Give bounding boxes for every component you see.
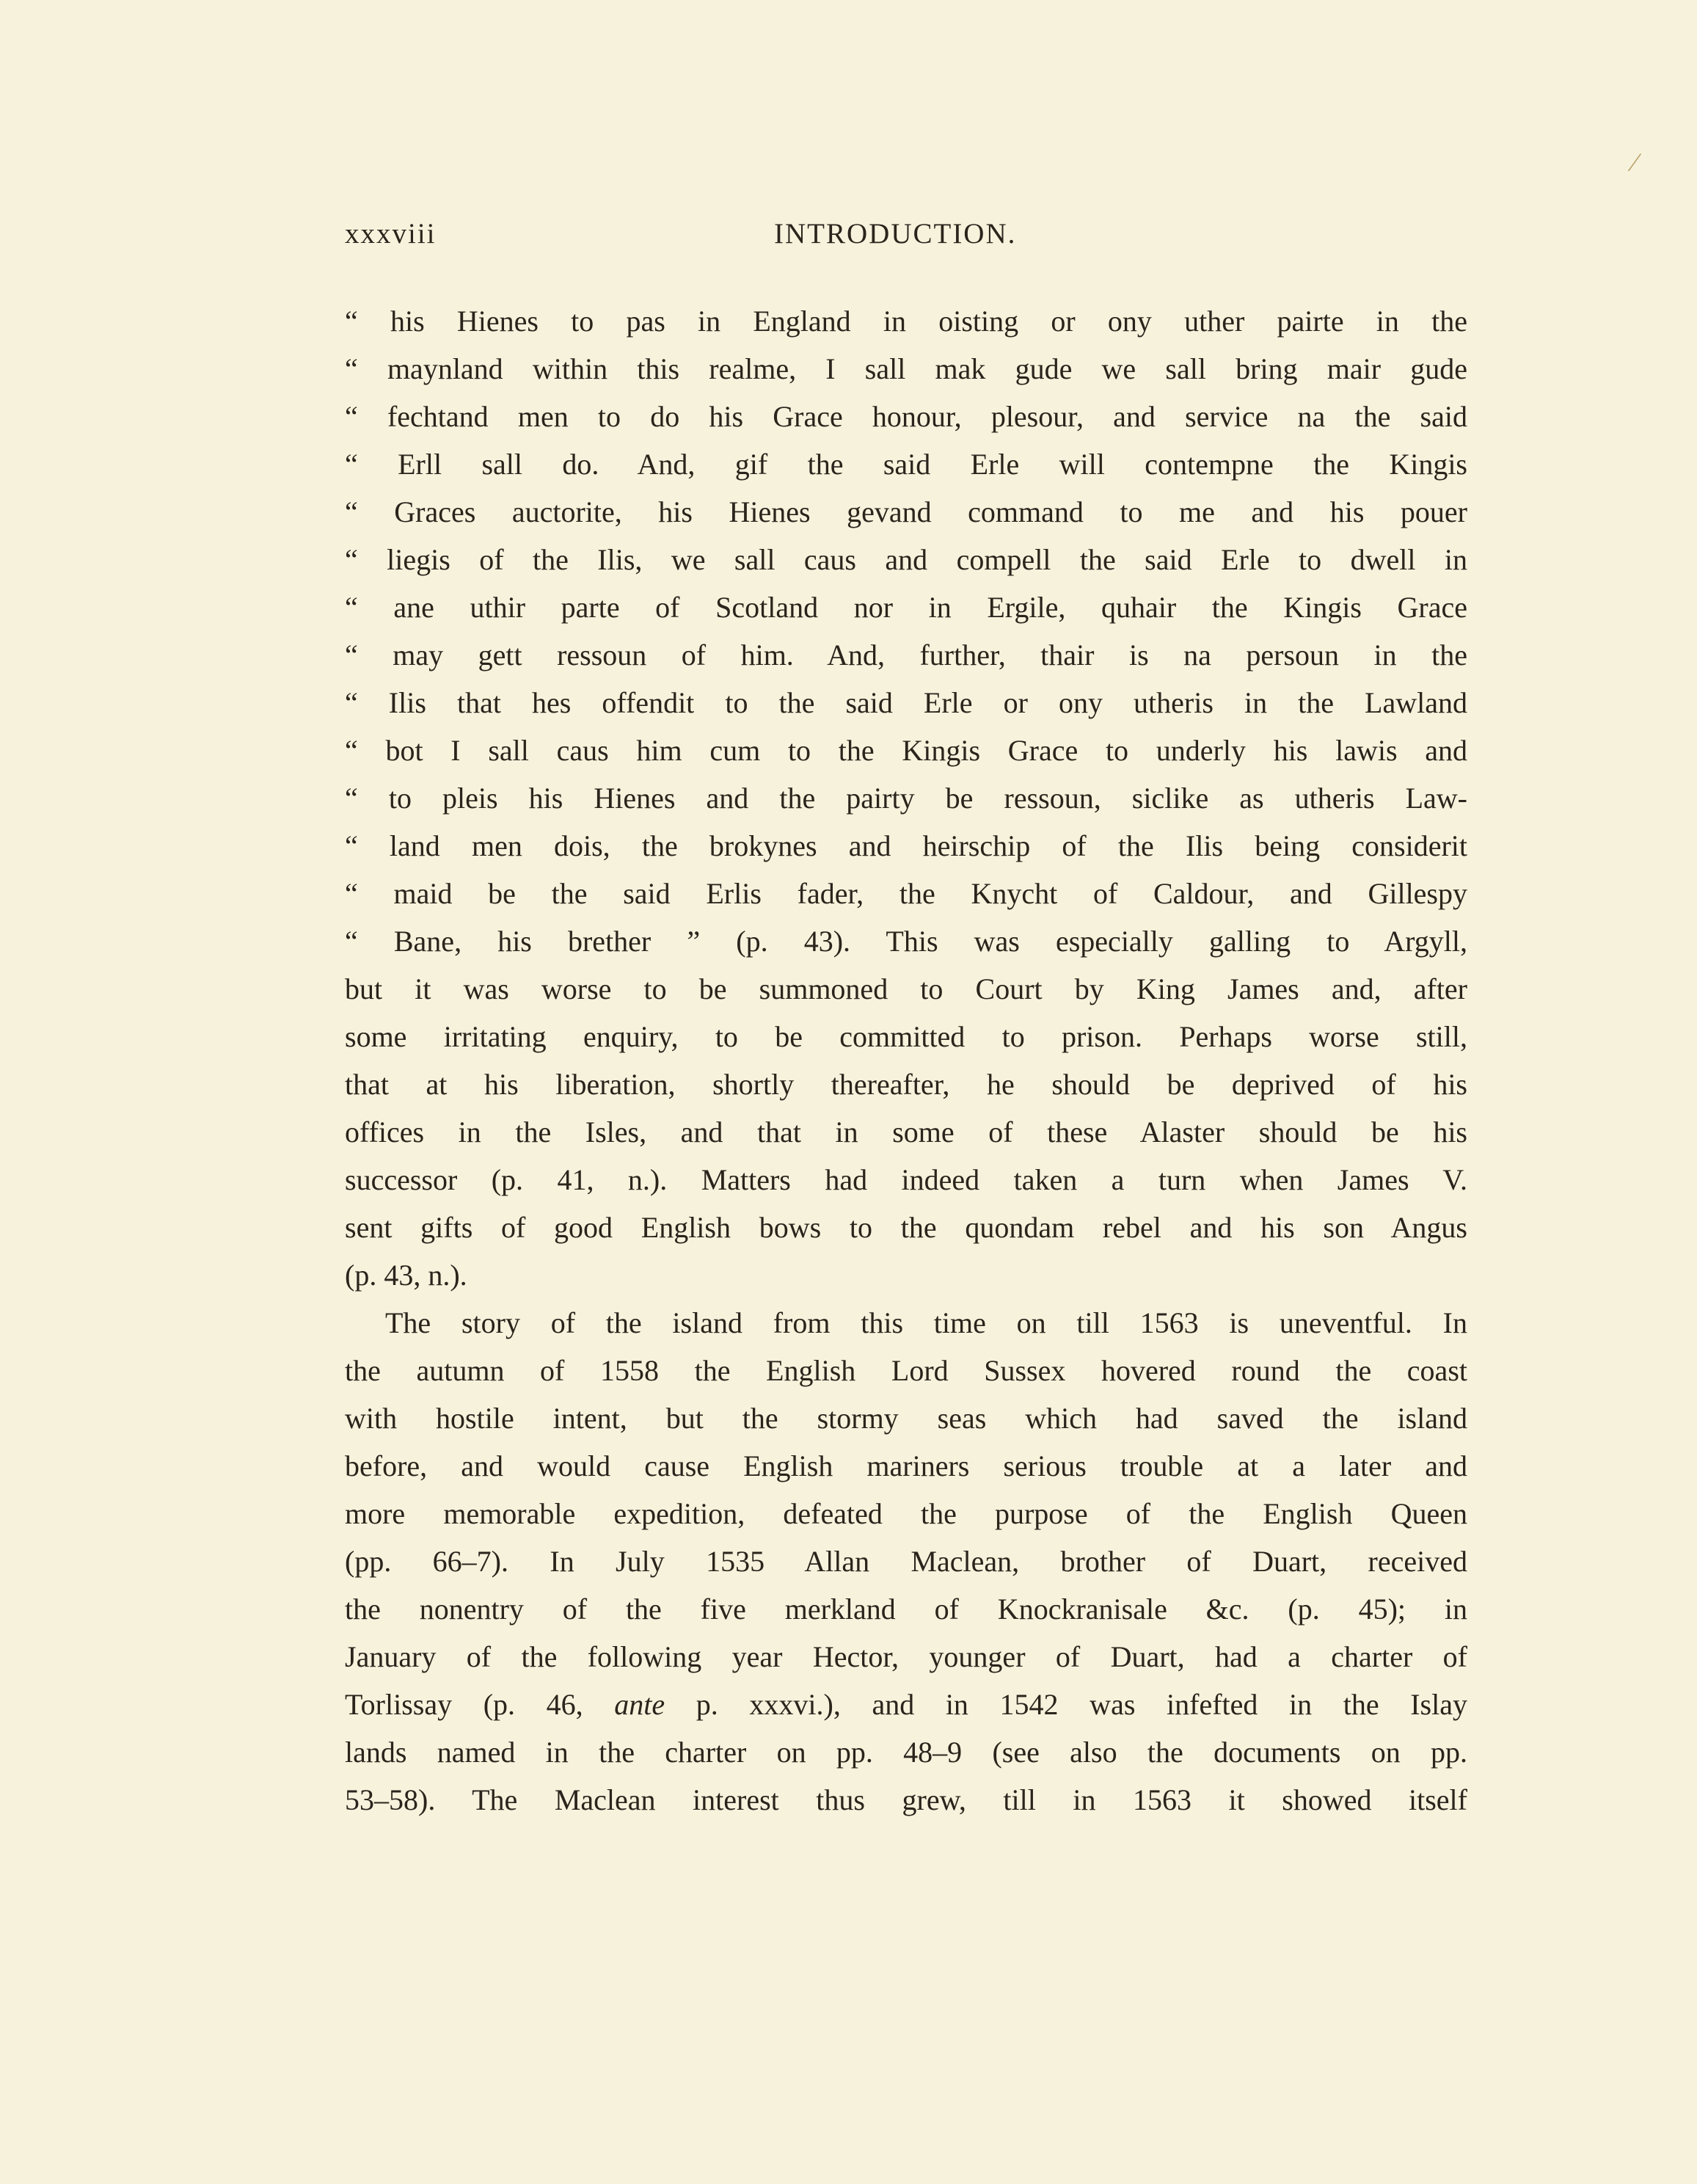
text-line: “ maid be the said Erlis fader, the Knycht of Caldour, and Gillespy (345, 877, 1467, 910)
text-line: “ may gett ressoun of him. And, further, thair is na persoun in the (345, 638, 1467, 671)
text-line: successor (p. 41, n.). Matters had indeed taken a turn when James V. (345, 1163, 1467, 1196)
text-line: more memorable expedition, defeated the purpose of the English Queen (345, 1497, 1467, 1530)
text-line: offices in the Isles, and that in some of these Alaster should be his (345, 1115, 1467, 1149)
text-line: the nonentry of the five merkland of Knockranisale &c. (p. 45); in (345, 1592, 1467, 1626)
text-line: “ Ilis that hes offendit to the said Erle or ony utheris in the Lawland (345, 686, 1467, 719)
text-line: “ maynland within this realme, I sall mak gude we sall bring mair gude (345, 352, 1467, 385)
text-line: sent gifts of good English bows to the quondam rebel and his son Angus (345, 1211, 1467, 1244)
text-line: “ Bane, his brether ” (p. 43). This was especially galling to Argyll, (345, 925, 1467, 958)
text-line: January of the following year Hector, younger of Duart, had a charter of (345, 1640, 1467, 1673)
text-line (345, 1681, 1467, 1728)
text-line: “ ane uthir parte of Scotland nor in Ergile, quhair the Kingis Grace (345, 591, 1467, 624)
text-line: 53–58). The Maclean interest thus grew, till in 1563 it showed itself (345, 1783, 1467, 1816)
text-line: “ to pleis his Hienes and the pairty be ressoun, siclike as utheris Law- (345, 782, 1467, 815)
text-fragment: p. xxxvi.), and in 1542 was infefted in the Islay (665, 1688, 1467, 1721)
text-line: some irritating enquiry, to be committed to prison. Perhaps worse still, (345, 1020, 1467, 1053)
text-line: “ fechtand men to do his Grace honour, plesour, and service na the said (345, 400, 1467, 433)
text-line: before, and would cause English mariners serious trouble at a later and (345, 1449, 1467, 1482)
running-head (345, 217, 1475, 261)
text-line: (pp. 66–7). In July 1535 Allan Maclean, brother of Duart, received (345, 1545, 1467, 1578)
text-line: “ his Hienes to pas in England in oisting or ony uther pairte in the (345, 305, 1467, 338)
text-line: the autumn of 1558 the English Lord Sussex hovered round the coast (345, 1354, 1467, 1387)
text-line: but it was worse to be summoned to Court by King James and, after (345, 972, 1467, 1005)
corner-pencil-mark: ⁄ (1632, 148, 1638, 177)
text-line: “ Erll sall do. And, gif the said Erle will contempne the Kingis (345, 448, 1467, 481)
text-line: with hostile intent, but the stormy seas which had saved the island (345, 1402, 1467, 1435)
page-title: INTRODUCTION. (774, 218, 1017, 250)
italic-word: ante (614, 1688, 665, 1721)
text-line: “ liegis of the Ilis, we sall caus and compell the said Erle to dwell in (345, 543, 1467, 576)
text-line: The story of the island from this time on till 1563 is uneventful. In (385, 1306, 1467, 1339)
text-line: lands named in the charter on pp. 48–9 (see also the documents on pp. (345, 1736, 1467, 1769)
text-line: “ bot I sall caus him cum to the Kingis Grace to underly his lawis and (345, 734, 1467, 767)
text-line: (p. 43, n.). (345, 1259, 467, 1292)
text-line: “ land men dois, the brokynes and heirschip of the Ilis being considerit (345, 829, 1467, 862)
text-line: “ Graces auctorite, his Hienes gevand command to me and his pouer (345, 495, 1467, 528)
page-number: xxxviii (345, 218, 437, 250)
text-line: that at his liberation, shortly thereafter, he should be deprived of his (345, 1068, 1467, 1101)
text-fragment: Torlissay (p. 46, (345, 1688, 615, 1721)
body-text (345, 297, 1467, 1824)
